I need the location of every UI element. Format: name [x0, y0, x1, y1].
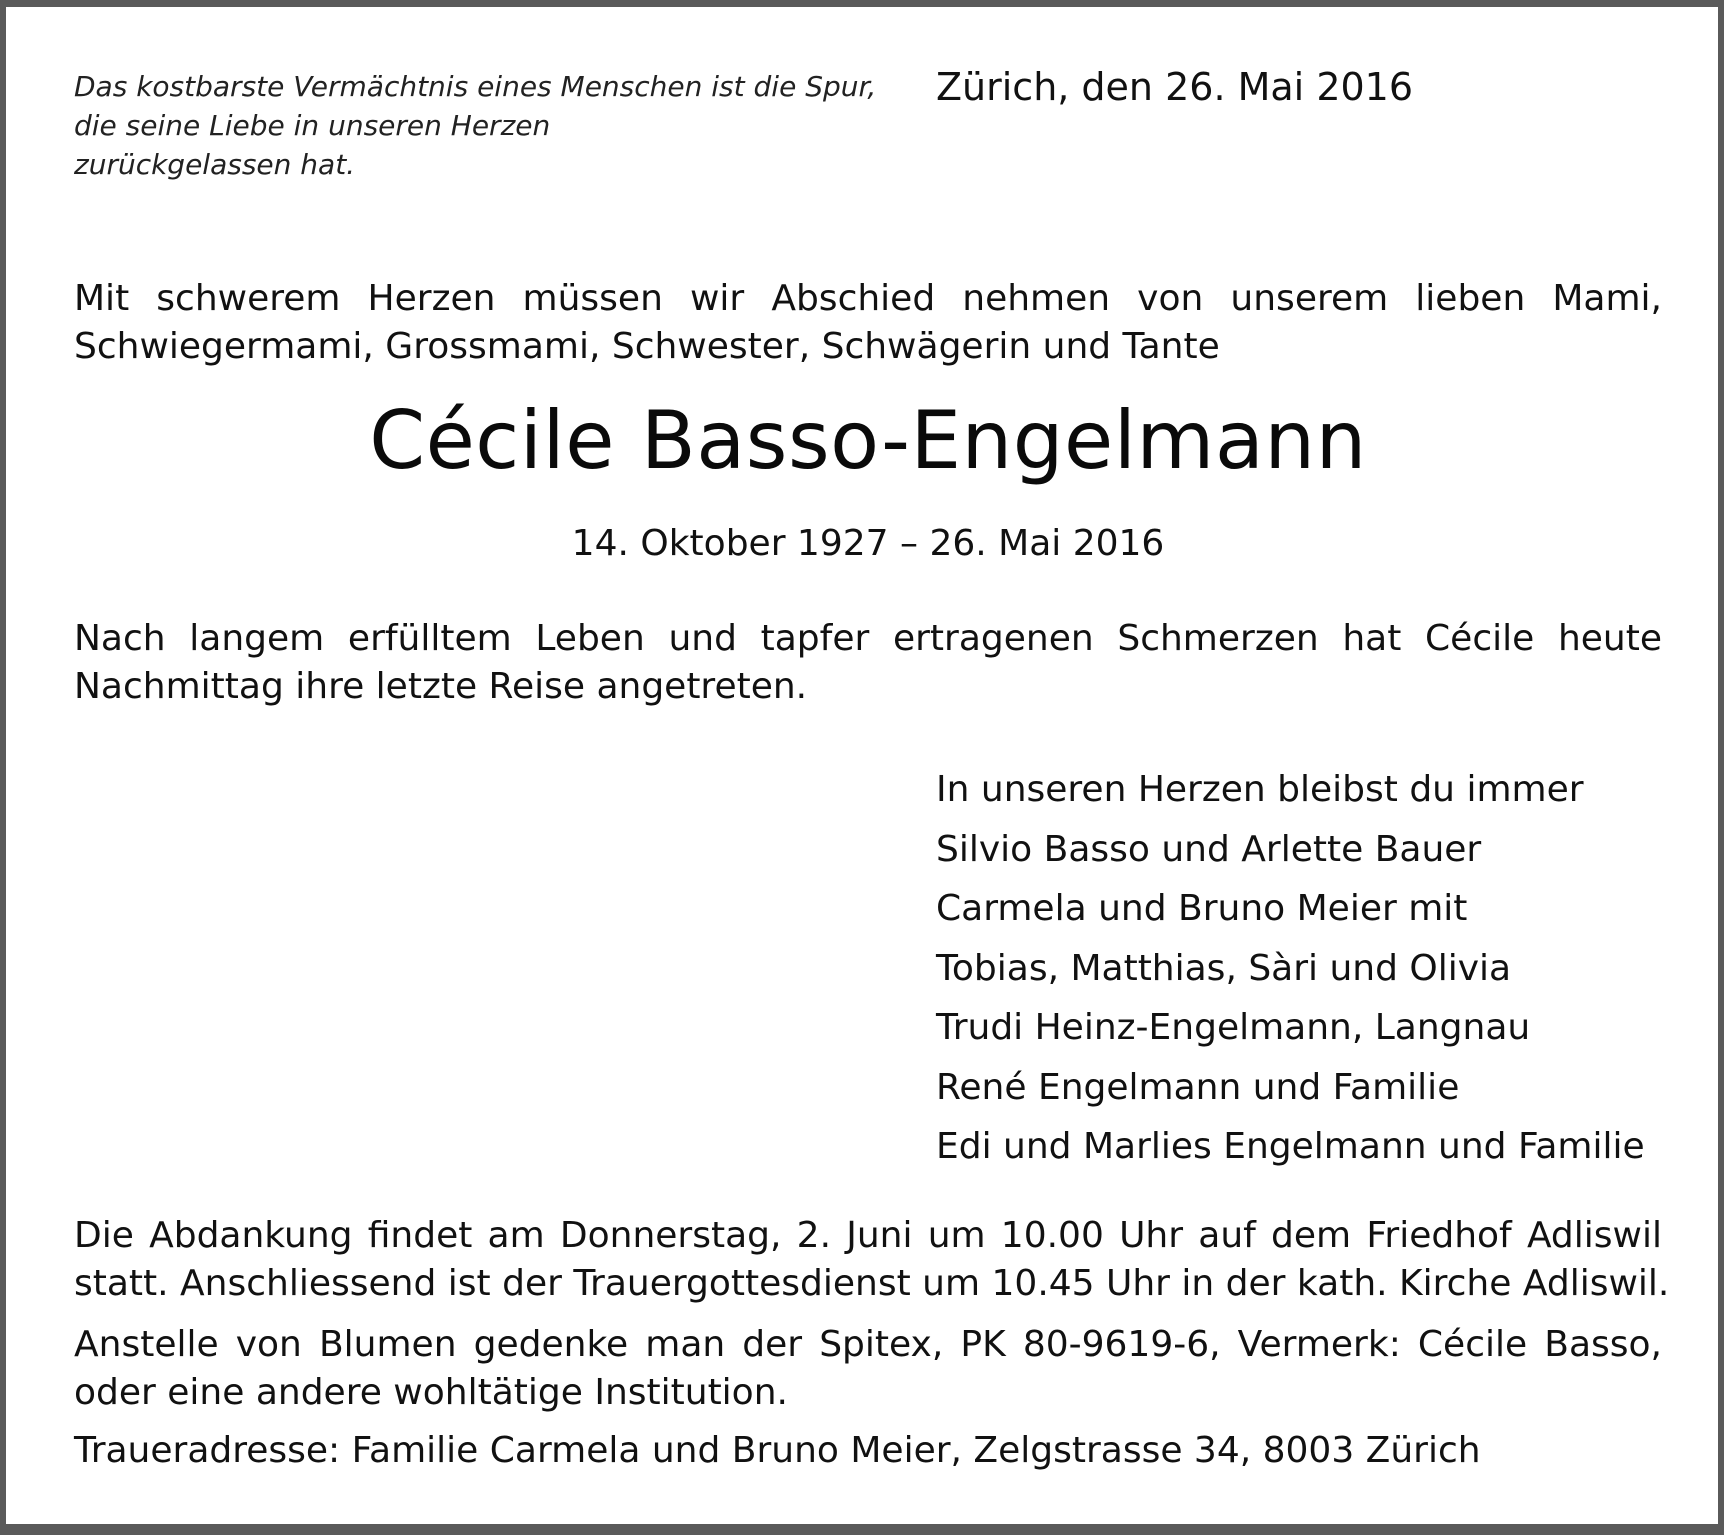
mourner-line: Tobias, Matthias, Sàri und Olivia [936, 947, 1512, 989]
life-dates: 14. Oktober 1927 – 26. Mai 2016 [571, 523, 1165, 564]
mourner-line: Carmela und Bruno Meier mit [936, 888, 1468, 929]
donation-paragraph [74, 1321, 1662, 1417]
mourner-line: Trudi Heinz-Engelmann, Langnau [936, 1007, 1531, 1048]
passing-line: Nachmittag ihre letzte Reise angetreten. [74, 666, 808, 707]
address-line: Traueradresse: Familie Carmela und Bruno Meier, Zelgstrasse 34, 8003 Zürich [74, 1430, 1481, 1471]
place-date: Zürich, den 26. Mai 2016 [936, 65, 1414, 109]
deceased-name: Cécile Basso-Engelmann [369, 394, 1367, 487]
donation-line: oder eine andere wohltätige Institution. [74, 1372, 788, 1413]
intro-paragraph [74, 275, 1662, 371]
quote-line: Das kostbarste Vermächtnis eines Menschen ist die Spur, [74, 70, 877, 103]
service-paragraph [74, 1212, 1670, 1308]
quote-line: die seine Liebe in unseren Herzen [74, 109, 551, 142]
memorial-quote [74, 67, 914, 184]
mourner-line: Edi und Marlies Engelmann und Familie [936, 1126, 1645, 1167]
mourner-line: René Engelmann und Familie [936, 1066, 1460, 1108]
donation-line: Anstelle von Blumen gedenke man der Spitex, PK 80-9619-6, Vermerk: Cécile Basso, [74, 1324, 1662, 1365]
mourning-address [74, 1427, 1662, 1475]
intro-line: Schwiegermami, Grossmami, Schwester, Schwägerin und Tante [74, 326, 1220, 367]
intro-line: Mit schwerem Herzen müssen wir Abschied nehmen von unserem lieben Mami, [74, 278, 1662, 319]
mourners-list [936, 760, 1645, 1177]
quote-line: zurückgelassen hat. [74, 148, 356, 181]
passing-line: Nach langem erfülltem Leben und tapfer ertragenen Schmerzen hat Cécile heute [74, 618, 1662, 659]
passing-paragraph [74, 615, 1662, 711]
mourner-line: Silvio Basso und Arlette Bauer [936, 828, 1482, 870]
mourner-line: In unseren Herzen bleibst du immer [936, 769, 1584, 810]
service-line: Die Abdankung findet am Donnerstag, 2. Juni um 10.00 Uhr auf dem Friedhof Adliswil [74, 1215, 1662, 1256]
service-line: statt. Anschliessend ist der Trauergottesdienst um 10.45 Uhr in der kath. Kirche Adliswil. [74, 1263, 1670, 1304]
